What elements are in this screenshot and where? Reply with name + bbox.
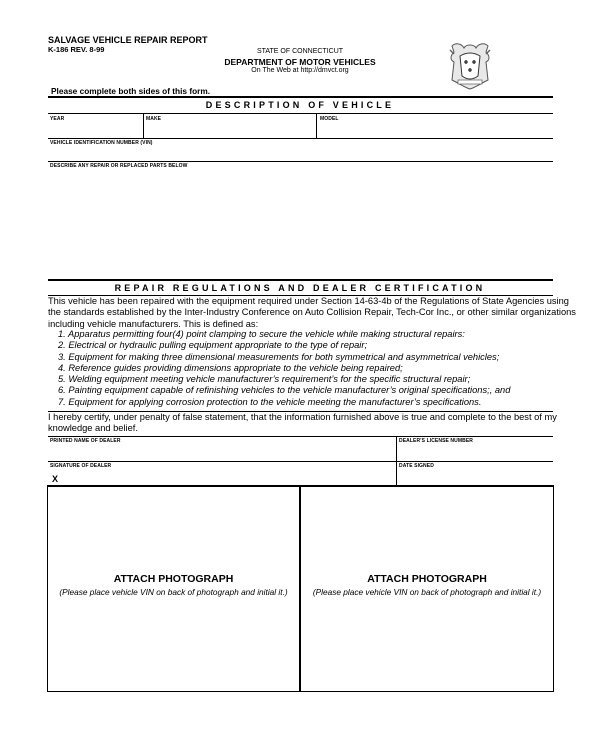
photo-box-left[interactable] xyxy=(47,485,300,692)
list-item xyxy=(58,352,510,363)
photo-box-right[interactable] xyxy=(300,485,554,692)
rule xyxy=(48,436,553,437)
list-item xyxy=(58,340,510,351)
section-heading-vehicle: DESCRIPTION OF VEHICLE xyxy=(205,100,395,110)
parts-field[interactable] xyxy=(48,169,552,277)
list-item-text: 1. Apparatus permitting four(4) point clamping to secure the vehicle while making structural repairs: xyxy=(58,329,465,339)
certify-paragraph xyxy=(48,412,557,435)
rule xyxy=(48,161,553,162)
list-item-text: 7. Equipment for applying corrosion protection to the vehicle meeting the manufacturer’s specifications. xyxy=(58,396,482,407)
rule xyxy=(48,113,553,114)
intro-line: including vehicle manufacturers. This is defined as: xyxy=(48,318,259,329)
year-field[interactable] xyxy=(48,122,142,137)
photo-title: ATTACH PHOTOGRAPH xyxy=(367,573,487,585)
list-item xyxy=(58,385,510,396)
list-item-text: 6. Painting equipment capable of refinishing vehicles to the vehicle manufacturer’s original specifications; xyxy=(58,385,490,396)
date-label: DATE SIGNED xyxy=(399,463,434,469)
photo-title: ATTACH PHOTOGRAPH xyxy=(113,573,234,585)
list-item-text: 4. Reference guides providing dimensions appropriate to the vehicle being repaired; xyxy=(58,362,403,373)
list-item-text: 3. Equipment for making three dimensional measurements for both symmetrical and asymmetrical vehicles; xyxy=(58,351,500,362)
rule xyxy=(48,96,553,98)
instruction-text: Please complete both sides of this form. xyxy=(51,86,211,96)
date-field[interactable] xyxy=(397,469,552,485)
printed-name-label: PRINTED NAME OF DEALER xyxy=(50,438,121,444)
web-address: On The Web at http://dmvct.org xyxy=(251,67,349,74)
make-field[interactable] xyxy=(144,122,315,137)
photo-instructions: (Please place vehicle VIN on back of photograph and initial it.) xyxy=(59,587,288,597)
vin-label: VEHICLE IDENTIFICATION NUMBER (VIN) xyxy=(50,140,153,146)
list-item xyxy=(58,363,510,374)
signature-field[interactable] xyxy=(62,469,394,485)
make-label: MAKE xyxy=(146,116,162,122)
model-label: MODEL xyxy=(320,116,339,122)
vin-field[interactable] xyxy=(48,146,552,160)
printed-name-field[interactable] xyxy=(48,444,394,460)
signature-label: SIGNATURE OF DEALER xyxy=(50,463,112,469)
parts-label: DESCRIBE ANY REPAIR OR REPLACED PARTS BELOW xyxy=(50,163,188,169)
state-name: STATE OF CONNECTICUT xyxy=(256,48,344,55)
form-number: K-186 REV. 8-99 xyxy=(48,45,105,54)
section-heading-certification: REPAIR REGULATIONS AND DEALER CERTIFICATION xyxy=(114,283,486,293)
intro-line: the standards established by the Inter-Industry Conference on Auto Collision Repair, Tech-Cor Inc., or other similar organizations xyxy=(48,307,576,318)
intro-paragraph xyxy=(48,296,576,330)
signature-mark: X xyxy=(52,474,59,484)
photo-instructions: (Please place vehicle VIN on back of photograph and initial it.) xyxy=(312,587,542,597)
state-seal-logo xyxy=(446,40,494,90)
intro-line: This vehicle has been repaired with the equipment required under Section 14-63-4b of the Regulations of State Agencies using xyxy=(48,296,569,306)
list-item xyxy=(58,329,510,340)
rule xyxy=(48,279,553,281)
list-item-text: 2. Electrical or hydraulic pulling equipment appropriate to the type of repair; xyxy=(58,340,368,351)
rule xyxy=(48,461,553,462)
list-item-text: 5. Welding equipment meeting vehicle manufacturer’s requirement’s for the specific structural repair; xyxy=(58,374,471,385)
license-label: DEALER’S LICENSE NUMBER xyxy=(399,438,473,444)
list-item xyxy=(58,374,510,385)
form-title: SALVAGE VEHICLE REPAIR REPORT xyxy=(48,35,208,45)
rule xyxy=(48,138,553,139)
equipment-list xyxy=(58,329,510,408)
department-name: DEPARTMENT OF MOTOR VEHICLES xyxy=(224,57,376,67)
certify-line: I hereby certify, under penalty of false statement, that the information furnished above is true and complete to the best of my xyxy=(48,412,557,422)
certify-line: knowledge and belief. xyxy=(48,423,138,434)
list-item-suffix: , and xyxy=(489,385,511,396)
year-label: YEAR xyxy=(50,116,65,122)
license-field[interactable] xyxy=(397,444,552,460)
model-field[interactable] xyxy=(317,122,552,137)
list-item xyxy=(58,397,510,408)
